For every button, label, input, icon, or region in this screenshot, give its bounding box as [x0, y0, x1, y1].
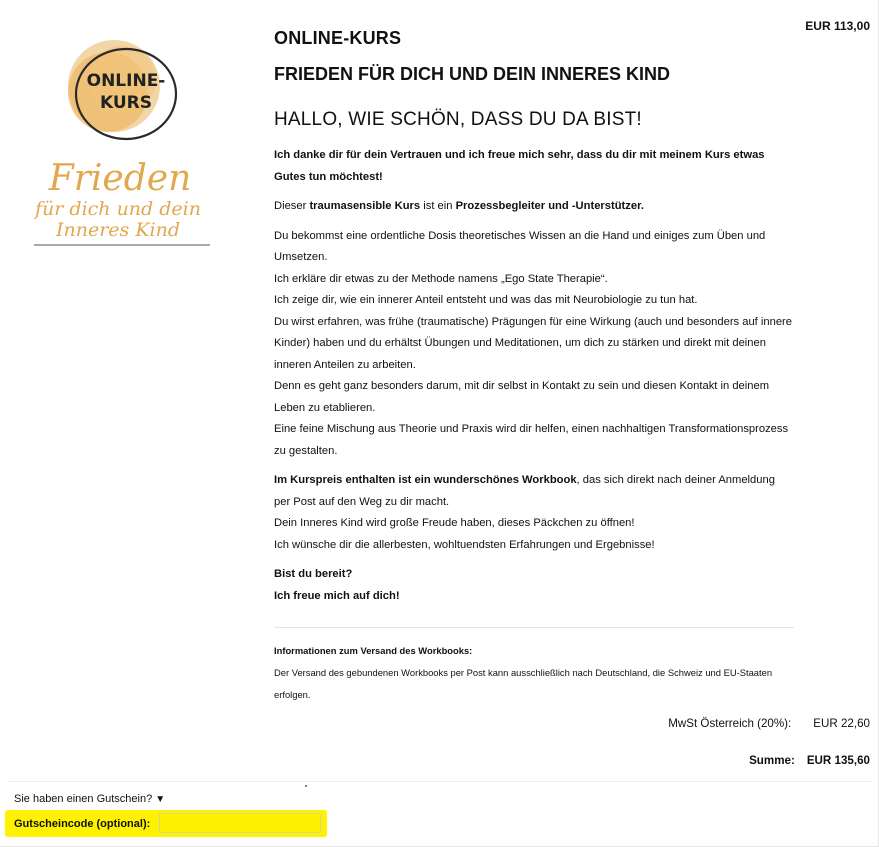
- tax-row: [668, 717, 870, 730]
- coupon-code-input[interactable]: [159, 813, 321, 833]
- course-kicker: ONLINE-KURS: [274, 28, 402, 48]
- item-price: EUR 113,00: [805, 19, 870, 33]
- svg-text:Inneres Kind: Inneres Kind: [55, 219, 181, 241]
- dot-marker: [305, 785, 307, 787]
- sum-label: Summe:: [749, 754, 795, 767]
- coupon-toggle-label: Sie haben einen Gutschein?: [14, 793, 153, 805]
- svg-text:KURS: KURS: [99, 93, 153, 113]
- svg-text:Frieden: Frieden: [48, 158, 192, 199]
- intro-text: Ich danke dir für dein Vertrauen und ich freue mich sehr, dass du dir mit meinem Kurs etwas Gutes tun möchtest!: [274, 149, 765, 183]
- tax-value: EUR 22,60: [813, 717, 870, 730]
- coupon-toggle[interactable]: [14, 793, 165, 805]
- course-details: Du bekommst eine ordentliche Dosis theoretisches Wissen an die Hand und einiges zum Üben und Umsetzen. Ich erkläre dir etwas zu der Methode namens „Ego State Therapie“. Ich zeige dir, wie ein innerer Anteil entsteht und was das mit Neurobiologie zu tun hat. Du wirst erfahren, was frühe (traumatische) Prägungen für eine Wirkung (auch und besonders auf innere Kinder) haben und du erhältst Übungen und Meditationen, um dich zu stärken und direkt mit deinen inneren Anteilen zu arbeiten. Denn es geht ganz besonders darum, mit dir selbst in Kontakt zu sein und diesen Kontakt in deinem Leben zu etablieren. Eine feine Mischung aus Theorie und Praxis wird dir helfen, einen nachhaltigen Transformationsprozess zu gestalten.: [274, 229, 793, 457]
- totals-divider: [8, 781, 871, 782]
- closing-text: Bist du bereit? Ich freue mich auf dich!: [274, 568, 400, 602]
- course-summary: Dieser traumasensible Kurs ist ein Prozessbegleiter und -Unterstützer.: [274, 200, 644, 212]
- course-logo: [22, 34, 222, 254]
- shipping-title: Informationen zum Versand des Workbooks:: [274, 645, 473, 656]
- coupon-label: Gutscheincode (optional):: [14, 818, 151, 830]
- triangle-down-icon: ▼: [155, 794, 166, 805]
- course-title: FRIEDEN FÜR DICH UND DEIN INNERES KIND: [274, 64, 671, 84]
- svg-text:ONLINE-: ONLINE-: [86, 71, 166, 91]
- sum-row: [749, 754, 870, 767]
- workbook-info: Im Kurspreis enthalten ist ein wunderschönes Workbook, das sich direkt nach deiner Anmeldung per Post auf den Weg zu dir macht. Dein Inneres Kind wird große Freude haben, dieses Päckchen zu öffnen! Ich wünsche dir die allerbesten, wohltuendsten Erfahrungen und Ergebnisse!: [274, 474, 775, 551]
- course-description: [274, 28, 794, 706]
- sum-value: EUR 135,60: [806, 754, 870, 767]
- tax-label: MwSt Österreich (20%):: [668, 717, 792, 730]
- svg-text:für dich und dein: für dich und dein: [35, 198, 201, 220]
- greeting-heading: HALLO, WIE SCHÖN, DASS DU DA BIST!: [274, 109, 642, 130]
- shipping-text: Der Versand des gebundenen Workbooks per Post kann ausschließlich nach Deutschland, die Schweiz und EU-Staaten erfolgen.: [274, 667, 773, 700]
- coupon-field-row: [5, 810, 327, 837]
- section-divider: [274, 627, 794, 628]
